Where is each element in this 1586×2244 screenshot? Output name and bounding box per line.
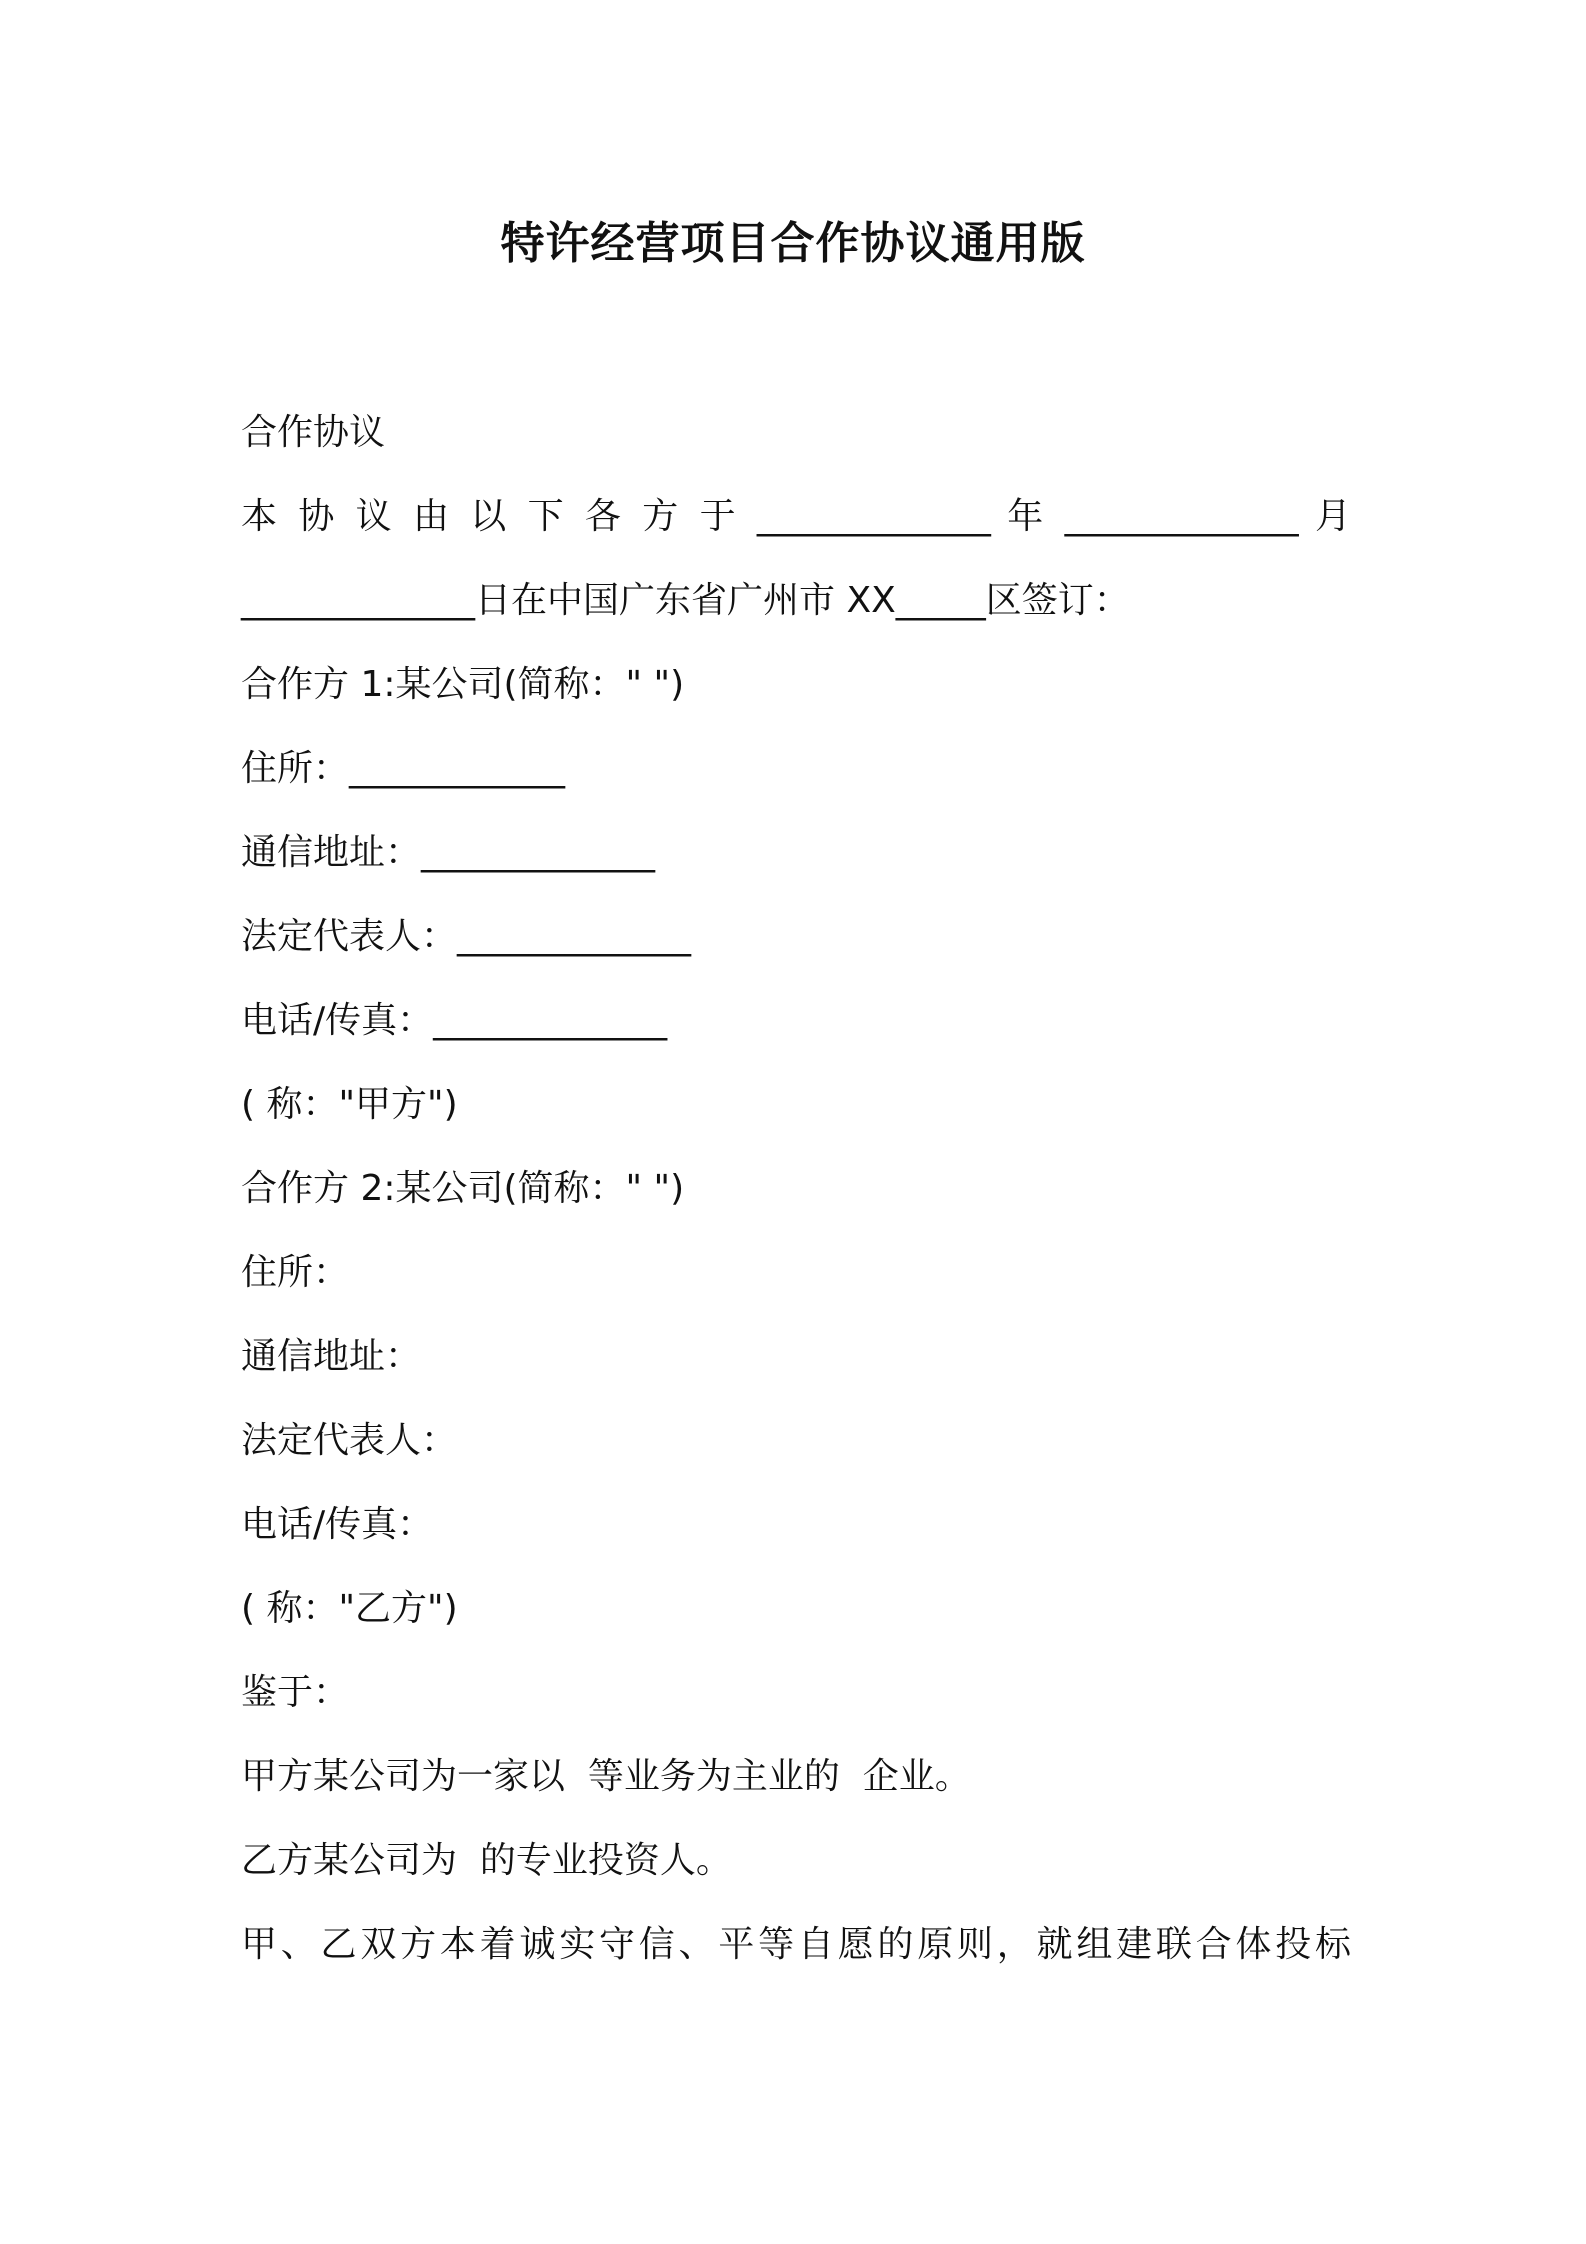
party1-alias: ( 称："甲方") bbox=[241, 1084, 458, 1125]
party2-alias: ( 称："乙方") bbox=[241, 1588, 458, 1629]
party2-address: 住所： bbox=[241, 1252, 350, 1293]
party2-legal-rep: 法定代表人： bbox=[241, 1420, 458, 1461]
party1-phone-fax: 电话/传真：_____________ bbox=[241, 1000, 668, 1041]
party1-mail-address: 通信地址：_____________ bbox=[241, 832, 656, 873]
clause-c: 甲、乙双方本着诚实守信、平等自愿的原则，就组建联合体投标 bbox=[241, 1924, 1351, 1965]
party1-name: 合作方 1:某公司(简称：" ") bbox=[241, 664, 685, 705]
intro-line-2: _____________日在中国广东省广州市 XX_____区签订： bbox=[241, 580, 1130, 621]
party2-name: 合作方 2:某公司(简称：" ") bbox=[241, 1168, 685, 1209]
clause-a: 甲方某公司为一家以 等业务为主业的 企业。 bbox=[241, 1756, 971, 1797]
document-title: 特许经营项目合作协议通用版 bbox=[500, 218, 1086, 269]
whereas-heading: 鉴于： bbox=[241, 1672, 350, 1713]
intro-line-1: 本 协 议 由 以 下 各 方 于 _____________ 年 _____________ 月 bbox=[241, 496, 1351, 537]
party2-phone-fax: 电话/传真： bbox=[241, 1504, 434, 1545]
party2-mail-address: 通信地址： bbox=[241, 1336, 422, 1377]
agreement-heading: 合作协议 bbox=[241, 412, 386, 453]
clause-b: 乙方某公司为 的专业投资人。 bbox=[241, 1840, 732, 1881]
party1-address: 住所：____________ bbox=[241, 748, 566, 789]
party1-legal-rep: 法定代表人：_____________ bbox=[241, 916, 692, 957]
